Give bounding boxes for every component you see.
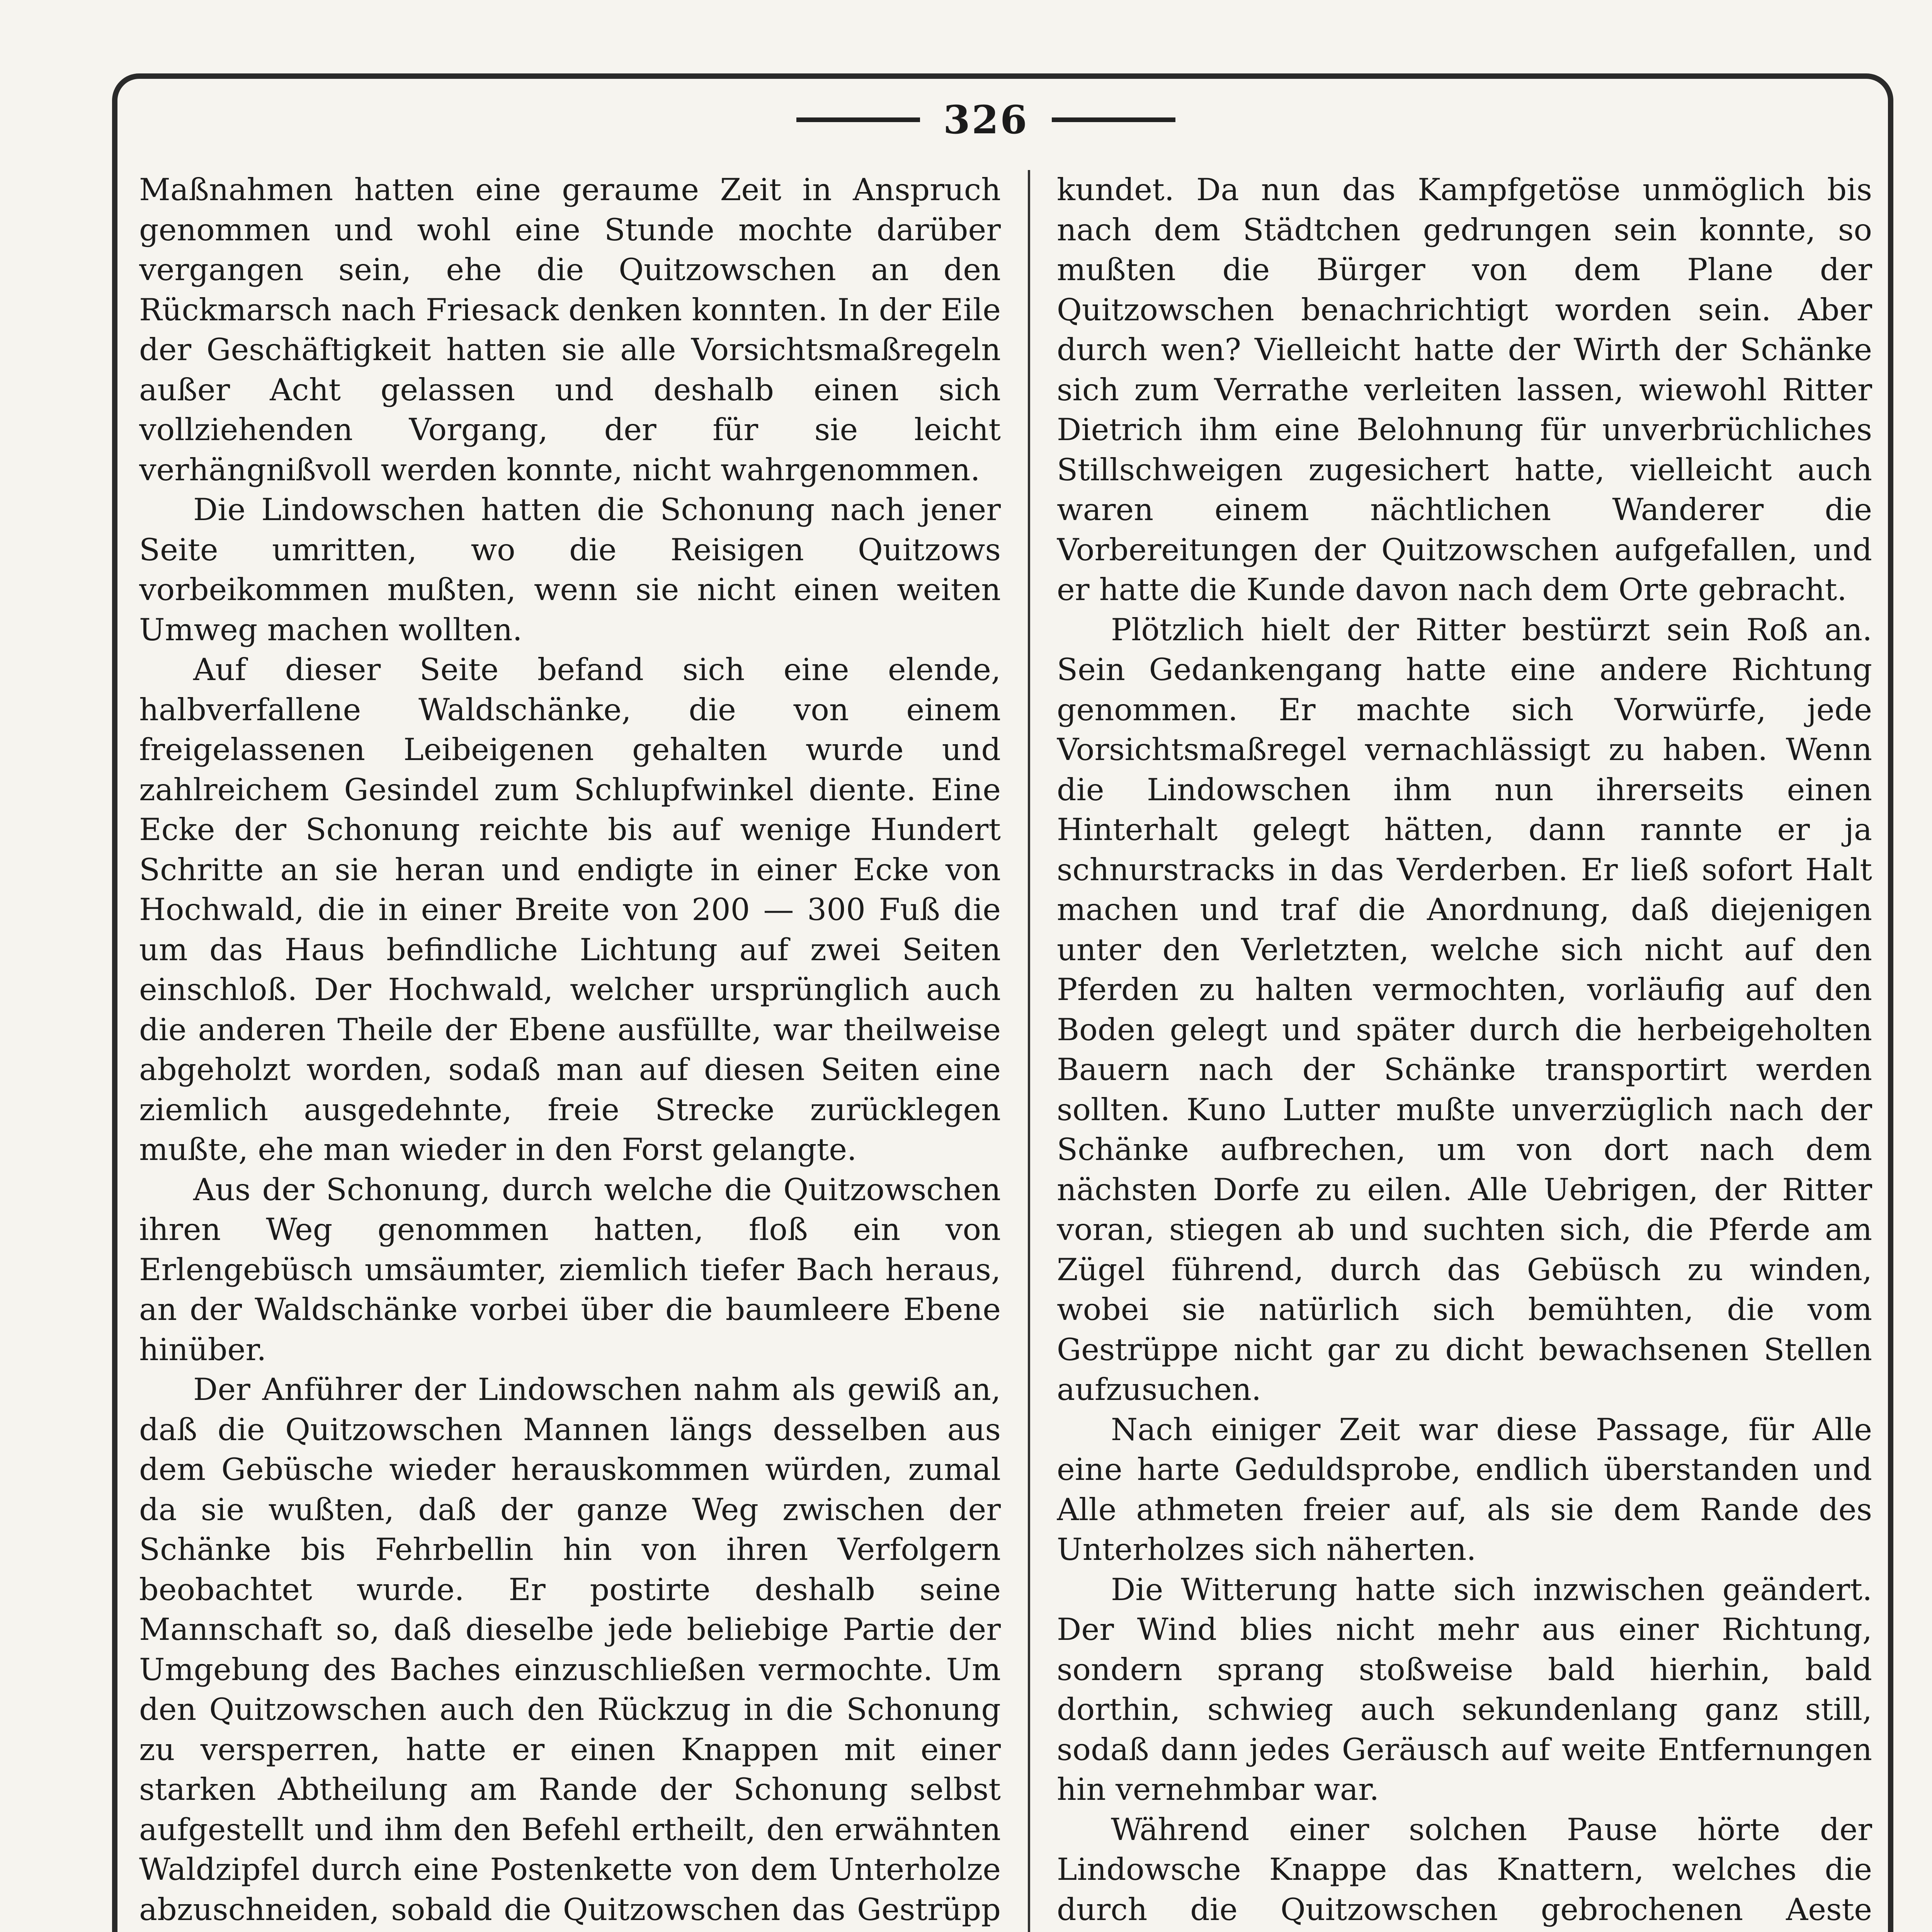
paragraph: Auf dieser Seite befand sich eine elende, halbverfallene Waldschänke, die von einem freigelassenen Leibeigenen gehalten wurde und zahlreichem Gesindel zum Schlupfwinkel diente. Eine Ecke der Schonung reichte bis auf wenige Hundert Schritte an sie heran und endigte in einer Ecke von Hochwald, die in einer Breite von 200 — 300 Fuß die um das Haus befindliche Lichtung auf zwei Seiten einschloß. Der Hochwald, welcher ursprünglich auch die anderen Theile der Ebene ausfüllte, war theilweise abgeholzt worden, sodaß man auf diesen Seiten eine ziemlich ausgedehnte, freie Strecke zurücklegen mußte, ehe man wieder in den Forst gelangte. — [139, 652, 1001, 1167]
right-column — [1057, 170, 1872, 1932]
paragraph: Die Lindowschen hatten die Schonung nach jener Seite umritten, wo die Reisigen Quitzows vorbeikommen mußten, wenn sie nicht einen weiten Umweg machen wollten. — [139, 492, 1001, 648]
paragraph: Während einer solchen Pause hörte der Lindowsche Knappe das Knattern, welches die durch die Quitzowschen gebrochenen Aeste — [1057, 1811, 1872, 1927]
page-number: 326 — [943, 97, 1029, 143]
paragraph: kundet. Da nun das Kampfgetöse unmöglich bis nach dem Städtchen gedrungen sein konnte, so mußten die Bürger von dem Plane der Quitzowschen benachrichtigt worden sein. Aber durch wen? Vielleicht hatte der Wirth der Schänke sich zum Verrathe verleiten lassen, wiewohl Ritter Dietrich ihm eine Belohnung für unverbrüchliches Stillschweigen zugesichert hatte, vielleicht auch waren einem nächtlichen Wanderer die Vorbereitungen der Quitzowschen aufgefallen, und er hatte die Kunde davon nach dem Orte gebracht. — [1057, 172, 1872, 607]
paragraph: Plötzlich hielt der Ritter bestürzt sein Roß an. Sein Gedankengang hatte eine andere Richtung genommen. Er machte sich Vorwürfe, jede Vorsichtsmaßregel vernachlässigt zu haben. Wenn die Lindowschen ihm nun ihrerseits einen Hinterhalt gelegt hätten, dann rannte er ja schnurstracks in das Verderben. Er ließ sofort Halt machen und traf die Anordnung, daß diejenigen unter den Verletzten, welche sich nicht auf den Pferden zu halten vermochten, vorläufig auf den Boden gelegt und später durch die herbeigeholten Bauern nach der Schänke transportirt werden sollten. Kuno Lutter mußte unverzüglich nach der Schänke aufbrechen, um von dort nach dem nächsten Dorfe zu eilen. Alle Uebrigen, der Ritter voran, stiegen ab und suchten sich, die Pferde am Zügel führend, durch das Gebüsch zu winden, wobei sie natürlich sich bemühten, die vom Gestrüppe nicht gar zu dicht bewachsenen Stellen aufzusuchen. — [1057, 612, 1872, 1407]
header-rule-left — [796, 117, 920, 122]
paragraph: Maßnahmen hatten eine geraume Zeit in Anspruch genommen und wohl eine Stunde mochte darüber vergangen sein, ehe die Quitzowschen an den Rückmarsch nach Friesack denken konnten. In der Eile der Geschäftigkeit hatten sie alle Vorsichtsmaßregeln außer Acht gelassen und deshalb einen sich vollziehenden Vorgang, der für sie leicht verhängnißvoll werden konnte, nicht wahrgenommen. — [139, 172, 1001, 488]
page-header — [0, 89, 1932, 151]
paragraph: Der Anführer der Lindowschen nahm als gewiß an, daß die Quitzowschen Mannen längs desselben aus dem Gebüsche wieder herauskommen würden, zumal da sie wußten, daß der ganze Weg zwischen der Schänke bis Fehrbellin hin von ihren Verfolgern beobachtet wurde. Er postirte deshalb seine Mannschaft so, daß dieselbe jede beliebige Partie der Umgebung des Baches einzuschließen vermochte. Um den Quitzowschen auch den Rückzug in die Schonung zu versperren, hatte er einen Knappen mit einer starken Abtheilung am Rande der Schonung selbst aufgestellt und ihm den Befehl ertheilt, den erwähnten Waldzipfel durch eine Postenkette von dem Unterholze abzuschneiden, sobald die Quitzowschen das Gestrüpp — [139, 1372, 1001, 1927]
paragraph: Die Witterung hatte sich inzwischen geändert. Der Wind blies nicht mehr aus einer Richtung, sondern sprang stoßweise bald hierhin, bald dorthin, schwieg auch sekundenlang ganz still, sodaß dann jedes Geräusch auf weite Entfernungen hin vernehmbar war. — [1057, 1571, 1872, 1807]
left-column — [139, 170, 1001, 1932]
column-divider — [1028, 170, 1030, 1932]
paragraph: Nach einiger Zeit war diese Passage, für Alle eine harte Geduldsprobe, endlich überstanden und Alle athmeten freier auf, als sie dem Rande des Unterholzes sich näherten. — [1057, 1412, 1872, 1567]
paragraph: Aus der Schonung, durch welche die Quitzowschen ihren Weg genommen hatten, floß ein von Erlengebüsch umsäumter, ziemlich tiefer Bach heraus, an der Waldschänke vorbei über die baumleere Ebene hinüber. — [139, 1172, 1001, 1367]
header-rule-right — [1052, 117, 1175, 122]
